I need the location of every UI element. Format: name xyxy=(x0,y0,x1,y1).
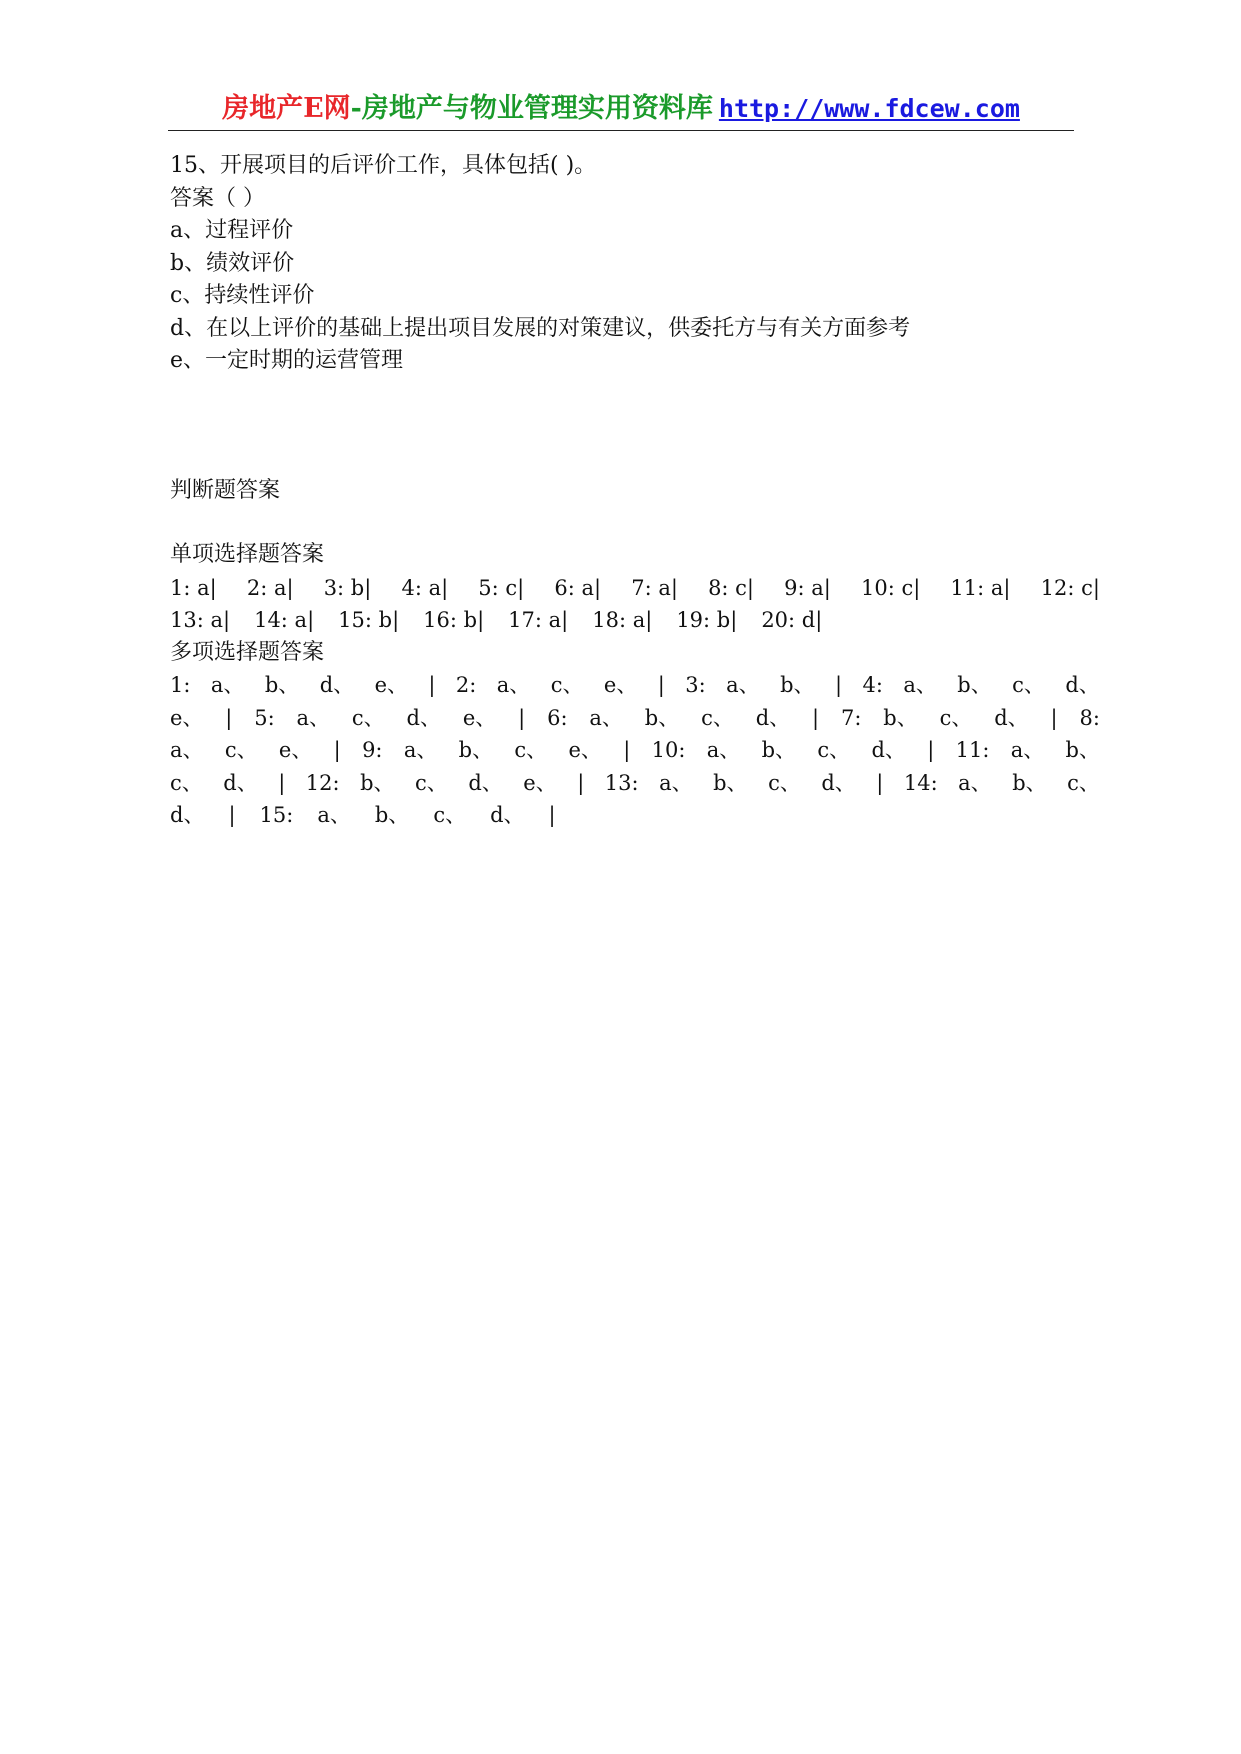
single-choice-answers xyxy=(170,572,1100,637)
answer-token: 6: xyxy=(547,705,568,730)
answer-token: 1: xyxy=(170,673,191,697)
answer-token: 15: xyxy=(259,803,294,827)
answer-token: c、 xyxy=(768,770,801,795)
answer-token: 8: c| xyxy=(708,575,755,600)
answer-token: 14: a| xyxy=(254,608,315,632)
answer-token: a、 xyxy=(726,673,760,697)
answer-token: a、 xyxy=(296,705,331,730)
answer-token: d、 xyxy=(468,770,503,795)
answer-token: d、 xyxy=(755,705,791,730)
answer-token: b、 xyxy=(374,803,410,827)
answer-token: c、 xyxy=(170,770,203,795)
judgment-answers-heading: 判断题答案 xyxy=(170,477,281,503)
answer-token: 18: a| xyxy=(592,608,653,632)
answer-token: d、 xyxy=(319,673,355,697)
answer-token: c、 xyxy=(415,770,448,795)
answer-token: | xyxy=(577,770,585,795)
single-answer-line xyxy=(170,572,1100,605)
answer-token: 2: xyxy=(455,673,477,697)
answer-token: c、 xyxy=(817,738,851,762)
answer-token: b、 xyxy=(644,705,680,730)
answer-token: 19: b| xyxy=(676,608,738,632)
answer-token: 20: d| xyxy=(761,608,823,632)
spacer xyxy=(170,507,1100,539)
answer-token: d、 xyxy=(994,705,1029,730)
answer-token: a、 xyxy=(589,705,623,730)
answer-token: a、 xyxy=(317,803,351,827)
answer-token: c、 xyxy=(1012,673,1045,697)
answer-label: 答案（ ） xyxy=(170,185,265,211)
answer-token: b、 xyxy=(761,738,797,762)
page-header xyxy=(168,88,1074,131)
answer-token: | xyxy=(228,803,236,827)
answer-token: 11: a| xyxy=(950,575,1011,600)
answer-token: 3: xyxy=(685,673,706,697)
answer-token: a、 xyxy=(659,770,693,795)
answer-token: 13: a| xyxy=(170,608,231,632)
answer-token: | xyxy=(1050,705,1058,730)
answer-token: d、 xyxy=(406,705,441,730)
answer-token: | xyxy=(876,770,884,795)
answer-token: d、 xyxy=(1065,673,1100,697)
answer-token: e、 xyxy=(568,738,602,762)
option-d: d、在以上评价的基础上提出项目发展的对策建议，供委托方与有关方面参考 xyxy=(170,315,911,341)
multi-choice-answers xyxy=(170,669,1100,832)
answer-token: 5: c| xyxy=(478,575,525,600)
answer-token: b、 xyxy=(360,770,395,795)
answer-token: 13: xyxy=(604,770,639,795)
option-a: a、过程评价 xyxy=(170,218,294,243)
multi-answer-line xyxy=(170,767,1100,800)
answer-token: a、 xyxy=(903,673,937,697)
multi-answer-line xyxy=(170,669,1100,702)
answer-token: b、 xyxy=(883,705,918,730)
answer-token: b、 xyxy=(780,673,815,697)
answer-token: 12: xyxy=(305,770,340,795)
answer-token: c、 xyxy=(514,738,548,762)
option-c: c、持续性评价 xyxy=(170,283,315,308)
website-link[interactable]: http://www.fdcew.com xyxy=(718,94,1020,123)
answer-token: | xyxy=(834,673,843,697)
spacer xyxy=(170,378,1100,475)
answer-token: 6: a| xyxy=(554,575,602,600)
answer-token: b、 xyxy=(1012,770,1047,795)
answer-token: b、 xyxy=(1065,738,1100,762)
answer-token: e、 xyxy=(278,738,313,762)
answer-token: 9: a| xyxy=(784,575,831,600)
option-b: b、绩效评价 xyxy=(170,250,295,276)
answer-token: 7: a| xyxy=(631,575,678,600)
answer-token: 2: a| xyxy=(246,575,294,600)
answer-token: b、 xyxy=(264,673,300,697)
answer-token: 4: xyxy=(862,673,883,697)
answer-token: d、 xyxy=(170,803,205,827)
answer-token: 14: xyxy=(903,770,938,795)
answer-token: 10: c| xyxy=(860,575,921,600)
answer-token: | xyxy=(927,738,935,762)
answer-token: 15: b| xyxy=(338,608,400,632)
answer-token: c、 xyxy=(351,705,385,730)
answer-token: 4: a| xyxy=(401,575,449,600)
answer-token: | xyxy=(225,705,233,730)
answer-token: c、 xyxy=(1067,770,1100,795)
answer-token: | xyxy=(657,673,665,697)
single-answer-line xyxy=(170,604,1100,637)
answer-token: e、 xyxy=(462,705,497,730)
answer-token: | xyxy=(428,673,436,697)
answer-token: 16: b| xyxy=(423,608,485,632)
answer-token: a、 xyxy=(706,738,741,762)
answer-token: d、 xyxy=(871,738,906,762)
single-choice-answers-heading: 单项选择题答案 xyxy=(170,542,325,567)
answer-token: d、 xyxy=(821,770,856,795)
brand-name: 房地产E网 xyxy=(222,93,351,124)
answer-token: b、 xyxy=(713,770,748,795)
answer-token: a、 xyxy=(1010,738,1045,762)
answer-token: 5: xyxy=(254,705,275,730)
answer-token: b、 xyxy=(458,738,494,762)
answer-token: a、 xyxy=(496,673,531,697)
answer-token: | xyxy=(623,738,631,762)
answer-token: e、 xyxy=(374,673,408,697)
answer-token: | xyxy=(548,803,556,827)
answer-token: 8: xyxy=(1079,705,1100,730)
brand-tagline: -房地产与物业管理实用资料库 xyxy=(350,93,713,124)
answer-token: d、 xyxy=(223,770,258,795)
answer-token: a、 xyxy=(403,738,438,762)
answer-token: 3: b| xyxy=(323,575,372,600)
answer-token: 10: xyxy=(651,738,686,762)
multi-answer-line xyxy=(170,734,1100,767)
multi-answer-line xyxy=(170,702,1100,735)
question-stem: 15、开展项目的后评价工作，具体包括( )。 xyxy=(170,153,597,178)
multi-answer-line xyxy=(170,799,1100,832)
answer-token: e、 xyxy=(523,770,557,795)
answer-token: b、 xyxy=(957,673,992,697)
answer-token: 12: c| xyxy=(1040,575,1100,600)
answer-token: 1: a| xyxy=(170,575,217,600)
answer-token: e、 xyxy=(603,673,638,697)
answer-token: c、 xyxy=(939,705,973,730)
answer-token: 9: xyxy=(362,738,383,762)
answer-token: 17: a| xyxy=(508,608,569,632)
document-body xyxy=(170,150,1100,832)
multi-choice-answers-heading: 多项选择题答案 xyxy=(170,639,325,665)
answer-token: e、 xyxy=(170,705,204,730)
answer-token: a、 xyxy=(958,770,992,795)
answer-token: d、 xyxy=(490,803,525,827)
answer-token: c、 xyxy=(433,803,467,827)
answer-token: | xyxy=(518,705,526,730)
answer-token: | xyxy=(278,770,286,795)
answer-token: | xyxy=(812,705,820,730)
answer-token: a、 xyxy=(210,673,245,697)
option-e: e、一定时期的运营管理 xyxy=(170,348,404,373)
answer-token: 11: xyxy=(955,738,990,762)
answer-token: c、 xyxy=(550,673,584,697)
answer-token: 7: xyxy=(840,705,862,730)
answer-token: a、 xyxy=(170,738,204,762)
answer-token: | xyxy=(333,738,341,762)
answer-token: c、 xyxy=(224,738,258,762)
answer-token: c、 xyxy=(701,705,734,730)
